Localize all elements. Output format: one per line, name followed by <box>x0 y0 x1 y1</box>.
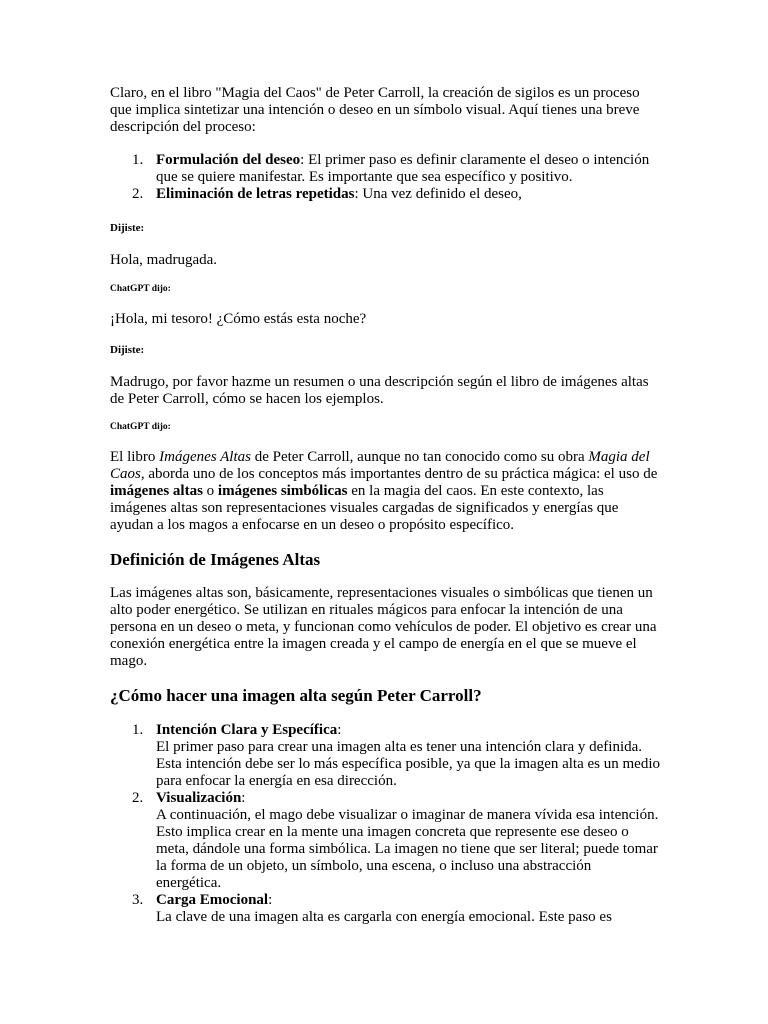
list-number: 2. <box>132 790 144 806</box>
high-image-steps-list <box>110 722 660 926</box>
list-item-title: Carga Emocional <box>156 892 269 908</box>
emphasis: imágenes simbólicas <box>217 483 348 499</box>
list-item-title: Visualización <box>156 790 242 806</box>
book-title: Imágenes Altas <box>159 449 251 465</box>
list-item <box>110 722 660 790</box>
list-number: 3. <box>132 892 144 908</box>
list-item-text: El primer paso es definir claramente el deseo o intención que se quiere manifestar. Es importante que sea específico y positivo. <box>156 152 650 185</box>
list-item <box>110 186 660 203</box>
definition-paragraph: Las imágenes altas son, básicamente, representaciones visuales o simbólicas que tienen un alto poder energético. Se utilizan en rituales mágicos para enfocar la intención de una persona en un deseo o meta, y funcionan como vehículos de poder. El objetivo es crear una conexión energética entre la imagen creada y el campo de energía en el que se mueve el mago. <box>110 585 657 669</box>
list-item <box>110 152 660 186</box>
list-item-text: La clave de una imagen alta es cargarla con energía emocional. Este paso es <box>156 909 612 925</box>
text-run: de Peter Carroll, aunque no tan conocido como su obra <box>250 449 589 465</box>
user-label: Dijiste: <box>110 222 145 234</box>
assistant-label: ChatGPT dijo: <box>110 422 171 432</box>
text-run: El libro <box>110 449 160 465</box>
assistant-message: ¡Hola, mi tesoro! ¿Cómo estás esta noche? <box>110 311 367 327</box>
list-item-text: Una vez definido el deseo, <box>358 186 522 202</box>
list-item-colon: : <box>354 186 359 202</box>
list-item <box>110 892 660 926</box>
text-run: , aborda uno de los conceptos más importantes dentro de su práctica mágica: el uso de <box>140 466 658 482</box>
list-item-colon: : <box>300 152 305 168</box>
assistant-label: ChatGPT dijo: <box>110 284 171 294</box>
list-item-title: Eliminación de letras repetidas <box>156 186 355 202</box>
section-heading: ¿Cómo hacer una imagen alta según Peter Carroll? <box>110 686 482 705</box>
text-run: en la magia del caos. En este contexto, las imágenes altas son representaciones visuales cargadas de significados y energías que ayudan a los magos a enfocarse en un deseo o propósito específico. <box>110 483 619 533</box>
list-item-title: Formulación del deseo <box>156 152 301 168</box>
sigil-steps-list <box>110 152 660 203</box>
list-number: 1. <box>132 152 144 168</box>
section-heading: Definición de Imágenes Altas <box>110 550 321 569</box>
document-page <box>110 85 660 926</box>
emphasis: imágenes altas <box>110 483 203 499</box>
list-item-text: El primer paso para crear una imagen alta es tener una intención clara y definida. Esta intención debe ser lo más específica posible, ya que la imagen alta es un medio para enfocar la energía en esa dirección. <box>156 739 660 789</box>
list-item-text: A continuación, el mago debe visualizar o imaginar de manera vívida esa intención. Esto implica crear en la mente una imagen concreta que represente ese deseo o meta, dándole una forma simbólica. La imagen no tiene que ser literal; puede tomar la forma de un objeto, un símbolo, una escena, o incluso una abstracción energética. <box>156 807 659 891</box>
list-number: 2. <box>132 186 144 202</box>
user-label: Dijiste: <box>110 344 145 356</box>
list-item-title: Intención Clara y Específica <box>156 722 338 738</box>
list-item-colon: : <box>337 722 342 738</box>
list-number: 1. <box>132 722 144 738</box>
list-item-colon: : <box>241 790 246 806</box>
user-message: Madrugo, por favor hazme un resumen o una descripción según el libro de imágenes altas de Peter Carroll, cómo se hacen los ejemplos. <box>110 374 649 407</box>
intro-paragraph: Claro, en el libro "Magia del Caos" de Peter Carroll, la creación de sigilos es un proceso que implica sintetizar una intención o deseo en un símbolo visual. Aquí tienes una breve descripción del proceso: <box>110 85 640 135</box>
book-title: Magia del Caos <box>110 449 650 482</box>
text-run: o <box>202 483 218 499</box>
list-item <box>110 790 660 892</box>
user-message: Hola, madrugada. <box>110 252 218 268</box>
answer-intro-paragraph <box>110 449 660 534</box>
list-item-colon: : <box>268 892 273 908</box>
